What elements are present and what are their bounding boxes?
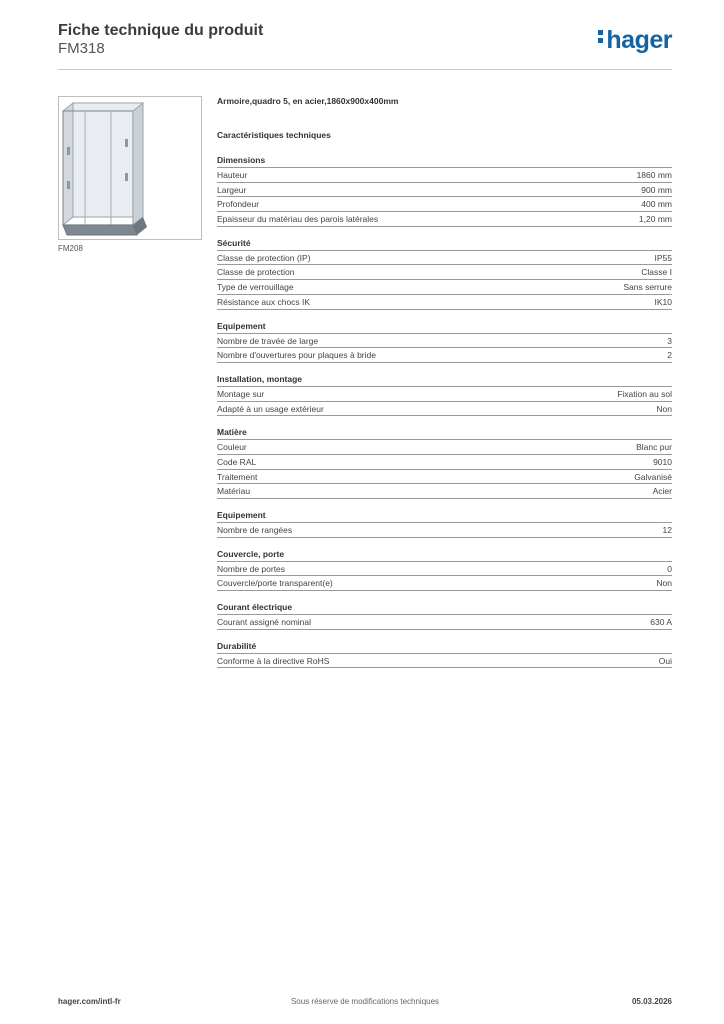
spec-label: Type de verrouillage bbox=[217, 282, 294, 293]
spec-value: 3 bbox=[667, 335, 672, 346]
spec-row bbox=[217, 470, 672, 485]
spec-section bbox=[217, 602, 672, 630]
spec-sections bbox=[217, 155, 672, 668]
spec-label: Couleur bbox=[217, 442, 247, 453]
spec-value: Galvanisé bbox=[634, 471, 672, 482]
spec-value: 630 A bbox=[650, 617, 672, 628]
spec-row bbox=[217, 455, 672, 470]
spec-section bbox=[217, 321, 672, 363]
spec-label: Epaisseur du matériau des parois latérales bbox=[217, 214, 379, 225]
spec-value: Blanc pur bbox=[636, 442, 672, 453]
spec-value: 1860 mm bbox=[636, 170, 672, 180]
section-title: Installation, montage bbox=[217, 374, 672, 387]
spec-label: Conforme à la directive RoHS bbox=[217, 655, 330, 666]
spec-row bbox=[217, 654, 672, 669]
section-title: Durabilité bbox=[217, 641, 672, 654]
spec-value: IP55 bbox=[654, 252, 672, 263]
spec-section bbox=[217, 238, 672, 310]
spec-label: Code RAL bbox=[217, 456, 257, 467]
spec-label: Résistance aux chocs IK bbox=[217, 296, 311, 307]
footer-website: hager.com/intl-fr bbox=[58, 997, 121, 1006]
spec-value: Non bbox=[656, 403, 672, 414]
spec-row bbox=[217, 562, 672, 577]
logo-dots-icon bbox=[598, 27, 603, 46]
spec-label: Courant assigné nominal bbox=[217, 617, 312, 628]
hager-logo bbox=[598, 26, 672, 55]
spec-row bbox=[217, 615, 672, 630]
logo-text: hager bbox=[606, 26, 672, 54]
section-title: Equipement bbox=[217, 510, 672, 523]
product-name: Armoire,quadro 5, en acier,1860x900x400mm bbox=[217, 96, 399, 106]
spec-value: Fixation au sol bbox=[617, 388, 672, 399]
spec-section bbox=[217, 155, 672, 227]
spec-label: Couvercle/porte transparent(e) bbox=[217, 578, 333, 589]
spec-value: Non bbox=[656, 578, 672, 589]
spec-label: Nombre de rangées bbox=[217, 525, 293, 535]
spec-row bbox=[217, 387, 672, 402]
spec-value: IK10 bbox=[654, 296, 672, 307]
section-title: Dimensions bbox=[217, 155, 672, 168]
spec-value: 1,20 mm bbox=[638, 214, 672, 225]
spec-label: Classe de protection (IP) bbox=[217, 252, 311, 263]
spec-value: 900 mm bbox=[641, 184, 672, 195]
spec-row bbox=[217, 402, 672, 417]
section-title: Equipement bbox=[217, 321, 672, 334]
spec-row bbox=[217, 440, 672, 455]
spec-row bbox=[217, 251, 672, 266]
section-title: Courant électrique bbox=[217, 602, 672, 615]
spec-row bbox=[217, 576, 672, 591]
spec-label: Matériau bbox=[217, 486, 251, 497]
section-title: Couvercle, porte bbox=[217, 549, 672, 562]
spec-label: Traitement bbox=[217, 471, 258, 482]
section-title: Sécurité bbox=[217, 238, 672, 251]
spec-label: Montage sur bbox=[217, 388, 265, 399]
product-image bbox=[58, 96, 202, 240]
spec-row bbox=[217, 295, 672, 310]
spec-section bbox=[217, 549, 672, 591]
spec-label: Adapté à un usage extérieur bbox=[217, 403, 324, 414]
spec-value: 2 bbox=[667, 350, 672, 361]
spec-section bbox=[217, 641, 672, 669]
spec-row bbox=[217, 280, 672, 295]
spec-value: 12 bbox=[662, 525, 672, 535]
spec-row bbox=[217, 265, 672, 280]
spec-value: Acier bbox=[652, 486, 672, 497]
cabinet-illustration bbox=[59, 97, 201, 239]
spec-value: Sans serrure bbox=[623, 282, 672, 293]
spec-row bbox=[217, 212, 672, 227]
product-reference: FM318 bbox=[58, 40, 105, 57]
spec-label: Classe de protection bbox=[217, 267, 295, 278]
specifications bbox=[217, 96, 672, 668]
spec-value: Oui bbox=[658, 655, 672, 666]
section-title: Matière bbox=[217, 427, 672, 440]
specs-heading: Caractéristiques techniques bbox=[217, 130, 331, 140]
spec-label: Largeur bbox=[217, 184, 247, 195]
spec-value: 9010 bbox=[653, 456, 672, 467]
spec-section bbox=[217, 510, 672, 538]
spec-label: Profondeur bbox=[217, 199, 260, 210]
spec-label: Nombre de travée de large bbox=[217, 335, 319, 346]
footer-date: 05.03.2026 bbox=[631, 997, 672, 1006]
spec-row bbox=[217, 168, 672, 183]
spec-row bbox=[217, 334, 672, 349]
footer-notice: Sous réserve de modifications techniques bbox=[290, 997, 440, 1006]
image-caption: FM208 bbox=[58, 244, 83, 253]
spec-row bbox=[217, 523, 672, 538]
spec-label: Nombre d'ouvertures pour plaques à bride bbox=[217, 350, 376, 361]
spec-value: 400 mm bbox=[641, 199, 672, 210]
spec-section bbox=[217, 427, 672, 499]
spec-row bbox=[217, 348, 672, 363]
spec-row bbox=[217, 197, 672, 212]
document-title: Fiche technique du produit bbox=[58, 22, 264, 39]
page-header bbox=[58, 20, 672, 70]
spec-section bbox=[217, 374, 672, 416]
spec-row bbox=[217, 484, 672, 499]
spec-label: Nombre de portes bbox=[217, 563, 286, 574]
spec-label: Hauteur bbox=[217, 170, 248, 180]
spec-row bbox=[217, 183, 672, 198]
spec-value: Classe I bbox=[641, 267, 672, 278]
spec-value: 0 bbox=[667, 563, 672, 574]
